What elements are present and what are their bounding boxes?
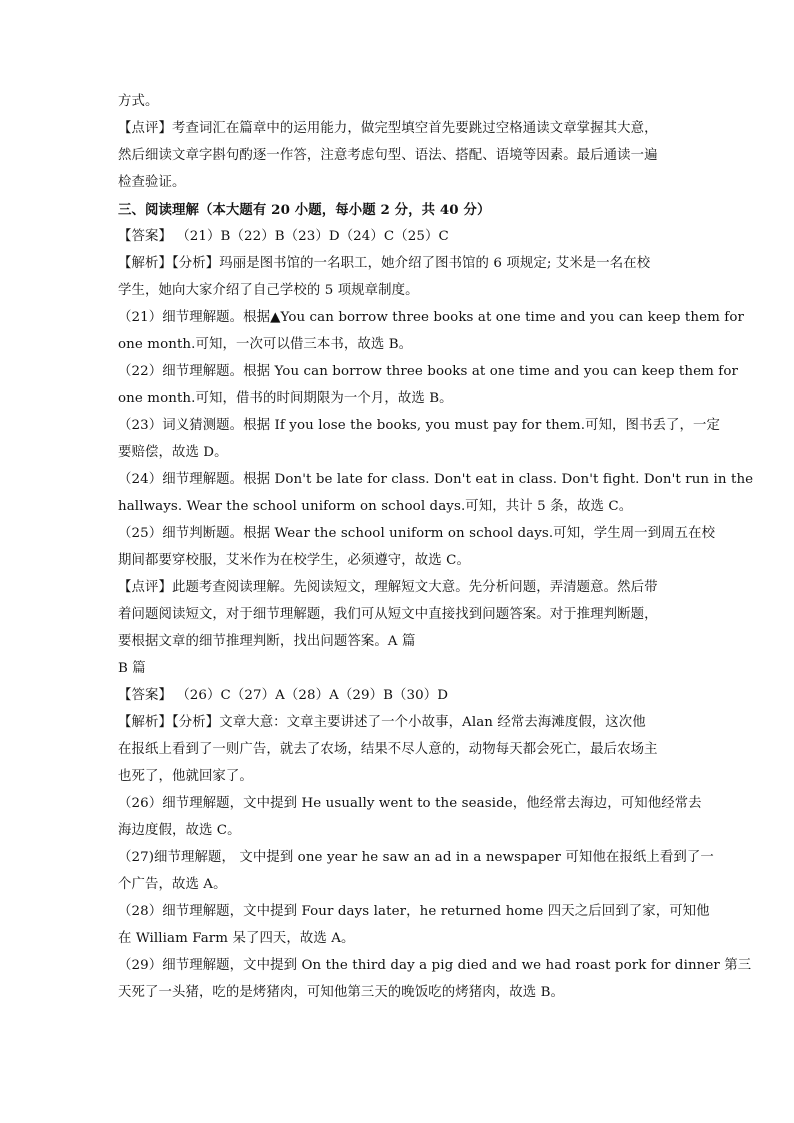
text-line: 然后细读文章字斟句酌逐一作答，注意考虑句型、语法、搭配、语境等因素。最后通读一遍 (118, 148, 658, 163)
text-line: （27)细节理解题， 文中提到 one year he saw an ad in a newspaper 可知他在报纸上看到了一 (118, 850, 714, 865)
text-line: 【点评】考查词汇在篇章中的运用能力，做完型填空首先要跳过空格通读文章掌握其大意， (118, 121, 658, 136)
text-line: （22）细节理解题。根据 You can borrow three books at one time and you can keep them for (118, 364, 738, 379)
text-line: （29）细节理解题，文中提到 On the third day a pig died and we had roast pork for dinner 第三 (118, 958, 752, 973)
text-line: 检查验证。 (118, 175, 186, 190)
text-line: B 篇 (118, 661, 146, 676)
section-heading: 三、阅读理解（本大题有 20 小题，每小题 2 分，共 40 分） (118, 202, 491, 218)
text-line: 【答案】 （21）B（22）B（23）D（24）C（25）C (118, 229, 449, 244)
text-line: 期间都要穿校服，艾米作为在校学生，必须遵守，故选 C。 (118, 553, 470, 568)
text-line: 要赔偿，故选 D。 (118, 445, 228, 460)
text-line: （26）细节理解题，文中提到 He usually went to the seaside，他经常去海边，可知他经常去 (118, 796, 702, 811)
text-line: 海边度假，故选 C。 (118, 823, 241, 838)
text-line: 【解析】【分析】文章大意：文章主要讲述了一个小故事，Alan 经常去海滩度假，这次他 (118, 715, 646, 730)
text-line: 【解析】【分析】玛丽是图书馆的一名职工，她介绍了图书馆的 6 项规定; 艾米是一名在校 (118, 256, 651, 271)
text-line: 在报纸上看到了一则广告，就去了农场，结果不尽人意的，动物每天都会死亡，最后农场主 (118, 742, 658, 757)
text-line: 在 William Farm 呆了四天，故选 A。 (118, 931, 355, 946)
text-line: （23）词义猜测题。根据 If you lose the books, you must pay for them.可知，图书丢了，一定 (118, 418, 720, 433)
text-line: （28）细节理解题，文中提到 Four days later，he returned home 四天之后回到了家，可知他 (118, 904, 710, 919)
text-line: hallways. Wear the school uniform on school days.可知，共计 5 条，故选 C。 (118, 499, 633, 514)
text-line: （24）细节理解题。根据 Don't be late for class. Don't eat in class. Don't fight. Don't run in the (118, 472, 754, 487)
text-line: 也死了，他就回家了。 (118, 769, 253, 784)
text-line: 【点评】此题考查阅读理解。先阅读短文，理解短文大意。先分析问题，弄清题意。然后带 (118, 580, 658, 595)
text-line: （21）细节理解题。根据▲You can borrow three books at one time and you can keep them for (118, 310, 745, 325)
text-line: 个广告，故选 A。 (118, 877, 227, 892)
text-line: 要根据文章的细节推理判断，找出问题答案。A 篇 (118, 634, 416, 649)
text-line: 【答案】 （26）C（27）A（28）A（29）B（30）D (118, 688, 449, 703)
text-line: 着问题阅读短文，对于细节理解题，我们可从短文中直接找到问题答案。对于推理判断题， (118, 607, 658, 622)
text-line: 学生，她向大家介绍了自己学校的 5 项规章制度。 (118, 283, 419, 298)
text-line: one month.可知，借书的时间期限为一个月，故选 B。 (118, 391, 453, 406)
text-line: （25）细节判断题。根据 Wear the school uniform on school days.可知，学生周一到周五在校 (118, 526, 716, 541)
text-line: one month.可知，一次可以借三本书，故选 B。 (118, 337, 413, 352)
text-line: 方式。 (118, 94, 159, 109)
text-line: 天死了一头猪，吃的是烤猪肉，可知他第三天的晚饭吃的烤猪肉，故选 B。 (118, 985, 564, 1000)
